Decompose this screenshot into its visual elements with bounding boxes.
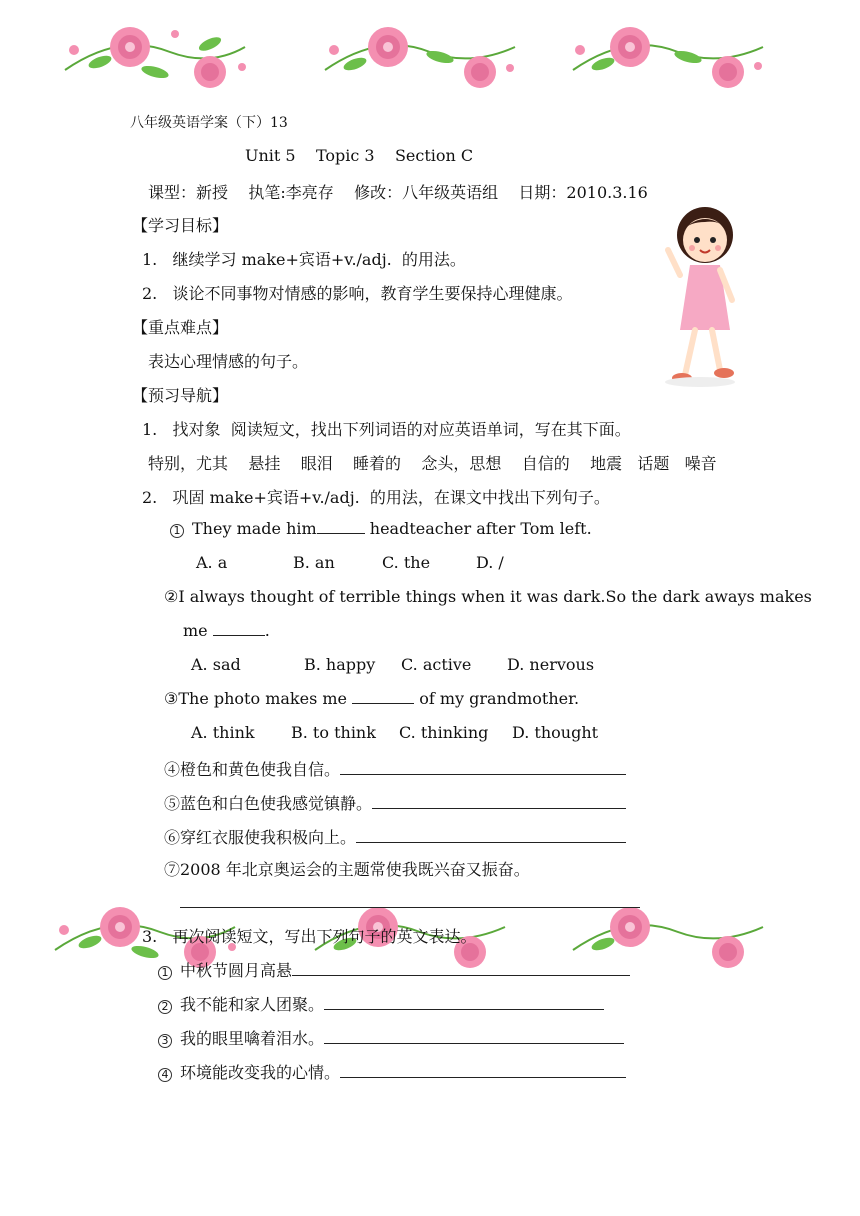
question-7: ⑦2008 年北京奥运会的主题常使我既兴奋又振奋。 — [164, 860, 530, 879]
option[interactable]: D. nervous — [507, 655, 595, 674]
q3-options — [191, 723, 598, 742]
preview-words: 特别，尤其 悬挂 眼泪 睡着的 念头，思想 自信的 地震 话题 噪音 — [148, 454, 717, 473]
question-3: ③The photo makes me of my grandmother. — [164, 689, 580, 708]
part3-item: 2 我不能和家人团聚。 — [158, 992, 604, 1015]
goal-item-1: 1. 继续学习 make+宾语+v./adj. 的用法。 — [142, 250, 466, 269]
question-4: ④橙色和黄色使我自信。 — [164, 757, 626, 780]
option[interactable]: D. thought — [512, 723, 599, 742]
course-line: 八年级英语学案（下）13 — [130, 115, 288, 131]
option[interactable]: C. active — [401, 655, 472, 674]
part3-item: 3 我的眼里噙着泪水。 — [158, 1026, 624, 1049]
option[interactable]: A. a — [196, 553, 228, 572]
option[interactable]: B. to think — [291, 723, 376, 742]
answer-line[interactable] — [180, 893, 640, 908]
key-points-text: 表达心理情感的句子。 — [148, 352, 309, 371]
q1-options — [196, 553, 504, 572]
preview-item-2: 2. 巩固 make+宾语+v./adj. 的用法，在课文中找出下列句子。 — [142, 488, 610, 507]
option[interactable]: C. thinking — [399, 723, 489, 742]
question-1-marker: 1 — [170, 524, 184, 538]
answer-line[interactable] — [324, 1029, 624, 1044]
meta-line: 课型：新授 执笔:李亮存 修改：八年级英语组 日期：2010.3.16 — [148, 183, 648, 202]
answer-blank[interactable] — [317, 519, 365, 534]
part3-item: 4 环境能改变我的心情。 — [158, 1060, 626, 1083]
option[interactable]: A. think — [191, 723, 255, 742]
part3-item: 1 中秋节圆月高悬 — [158, 958, 630, 981]
answer-line[interactable] — [372, 794, 626, 809]
flower-garland-icon — [320, 22, 520, 92]
flower-garland-icon — [60, 22, 250, 92]
flower-garland-icon — [568, 22, 768, 92]
option[interactable]: C. the — [382, 553, 431, 572]
preview-heading: 【预习导航】 — [132, 386, 229, 405]
part3-instruction: 3. 再次阅读短文，写出下列句子的英文表达。 — [142, 927, 477, 946]
answer-line[interactable] — [356, 828, 626, 843]
goal-item-2: 2. 谈论不同事物对情感的影响，教育学生要保持心理健康。 — [142, 284, 573, 303]
question-6: ⑥穿红衣服使我积极向上。 — [164, 825, 626, 848]
key-points-heading: 【重点难点】 — [132, 318, 229, 337]
goals-heading: 【学习目标】 — [132, 216, 229, 235]
question-2-cont: me . — [183, 621, 270, 640]
question-2: ②I always thought of terrible things when it was dark.So the dark aways makes — [164, 587, 812, 606]
question-1: 1 They made him headteacher after Tom left. — [170, 519, 592, 538]
answer-line[interactable] — [340, 1063, 626, 1078]
option[interactable]: D. / — [476, 553, 504, 572]
q2-options — [191, 655, 594, 674]
unit-title: Unit 5 Topic 3 Section C — [245, 146, 474, 165]
option[interactable]: B. happy — [304, 655, 376, 674]
preview-item-1: 1. 找对象 阅读短文，找出下列词语的对应英语单词，写在其下面。 — [142, 420, 631, 439]
answer-line[interactable] — [292, 961, 630, 976]
question-5: ⑤蓝色和白色使我感觉镇静。 — [164, 791, 626, 814]
option[interactable]: A. sad — [191, 655, 241, 674]
answer-line[interactable] — [324, 995, 604, 1010]
option[interactable]: B. an — [293, 553, 335, 572]
answer-line[interactable] — [340, 760, 626, 775]
answer-blank[interactable] — [213, 621, 265, 636]
girl-cartoon-icon — [650, 200, 750, 390]
answer-blank[interactable] — [352, 689, 414, 704]
